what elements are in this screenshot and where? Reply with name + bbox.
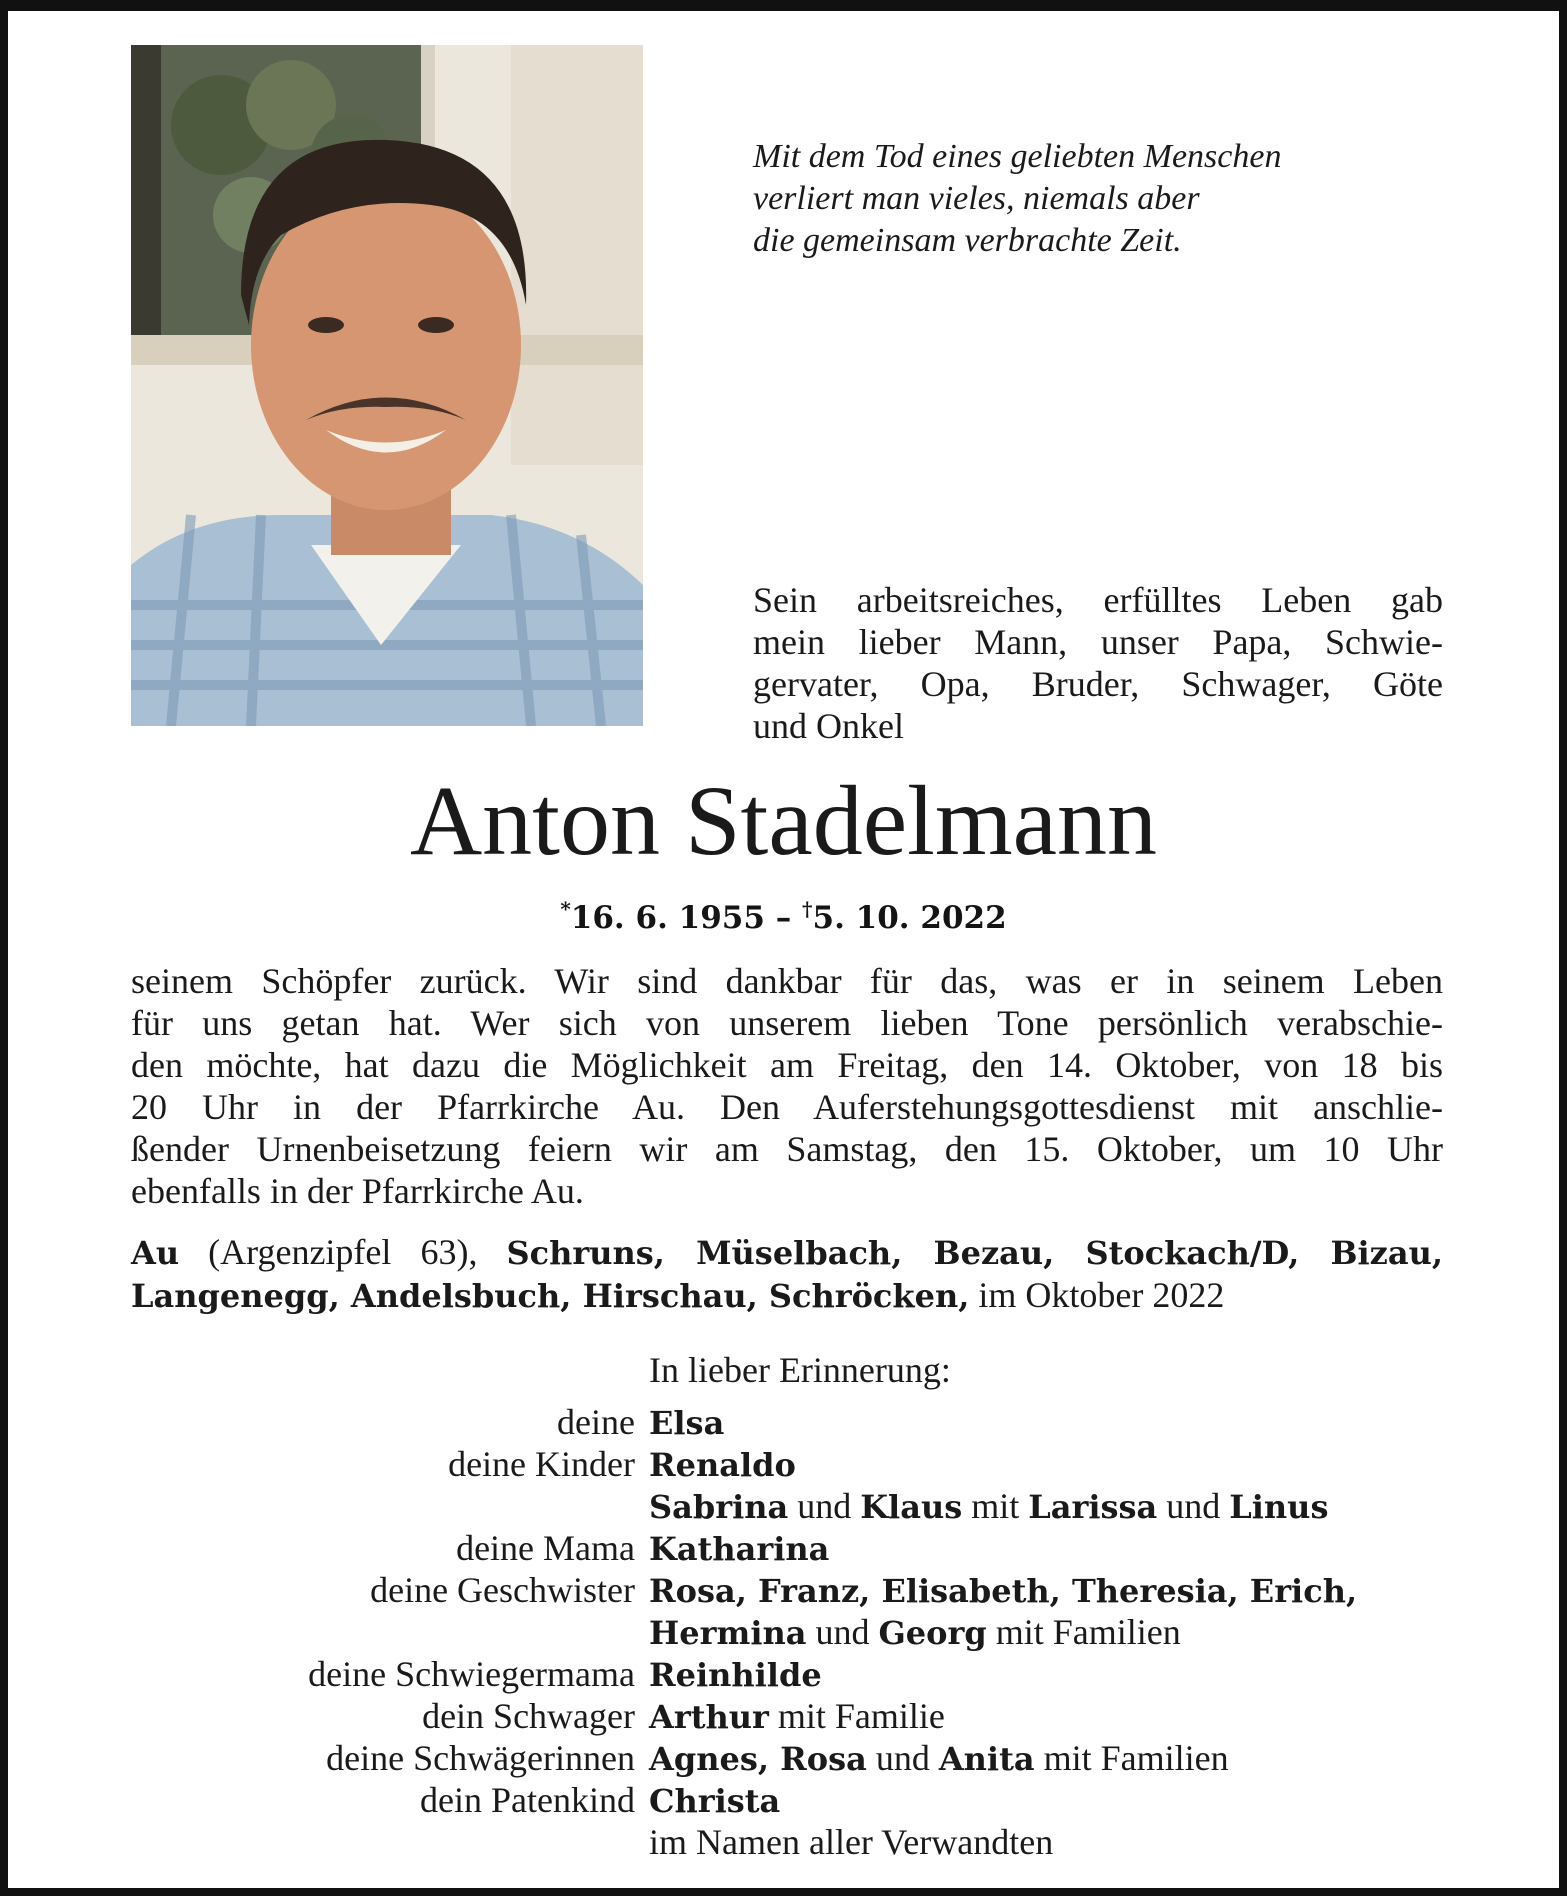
birth-date: 16. 6. 1955 bbox=[570, 900, 765, 936]
family-relation: dein Patenkind bbox=[420, 1780, 635, 1820]
family-member-name: Larissa bbox=[1028, 1488, 1158, 1526]
places-line-2 bbox=[131, 1274, 1443, 1317]
month-year: im Oktober 2022 bbox=[969, 1275, 1225, 1315]
family-row bbox=[8, 1737, 1559, 1779]
family-member-name: Sabrina bbox=[649, 1488, 789, 1526]
family-names bbox=[635, 1821, 1053, 1863]
date-separator: – bbox=[764, 900, 803, 936]
family-member-name: Elsa bbox=[649, 1404, 725, 1442]
motto-quote bbox=[753, 136, 1473, 262]
family-member-name: Renaldo bbox=[649, 1446, 796, 1484]
family-names bbox=[635, 1695, 945, 1737]
family-relation bbox=[8, 1611, 635, 1653]
family-member-name: Agnes, Rosa bbox=[649, 1740, 867, 1778]
family-member-name: Anita bbox=[938, 1740, 1035, 1778]
family-row bbox=[8, 1527, 1559, 1569]
body-line: den möchte, hat dazu die Möglichkeit am Freitag, den 14. Oktober, von 18 bis bbox=[131, 1045, 1443, 1085]
family-member-name: Arthur bbox=[649, 1698, 769, 1736]
family-row bbox=[8, 1485, 1559, 1527]
place-au: Au bbox=[131, 1234, 180, 1272]
family-names bbox=[635, 1527, 829, 1569]
motto-line: Mit dem Tod eines geliebten Menschen bbox=[753, 138, 1282, 175]
family-names bbox=[635, 1611, 1181, 1653]
family-list bbox=[8, 1401, 1559, 1863]
places-list-1: Schruns, Müselbach, Bezau, Stockach/D, Bizau, bbox=[506, 1234, 1443, 1272]
family-relation: deine Schwiegermama bbox=[308, 1654, 635, 1694]
places-list-2: Langenegg, Andelsbuch, Hirschau, Schröcken, bbox=[131, 1277, 970, 1315]
family-relation: deine bbox=[557, 1402, 635, 1442]
portrait-photo bbox=[131, 45, 643, 726]
family-names bbox=[635, 1653, 822, 1695]
family-row bbox=[8, 1569, 1559, 1611]
family-connector: mit bbox=[962, 1486, 1029, 1526]
portrait-illustration bbox=[131, 45, 643, 726]
intro-line: Sein arbeitsreiches, erfülltes Leben gab bbox=[753, 580, 1443, 620]
address: (Argenzipfel 63), bbox=[179, 1232, 507, 1272]
family-relation: deine Geschwister bbox=[370, 1570, 635, 1610]
family-member-name: Linus bbox=[1229, 1488, 1329, 1526]
family-member-name: Georg bbox=[878, 1614, 987, 1652]
intro-line: gervater, Opa, Bruder, Schwager, Göte bbox=[753, 664, 1443, 704]
memory-heading: In lieber Erinnerung: bbox=[649, 1350, 951, 1390]
family-member-name: Rosa, Franz, Elisabeth, Theresia, Erich, bbox=[649, 1572, 1358, 1610]
family-names bbox=[635, 1401, 724, 1443]
motto-line: die gemeinsam verbrachte Zeit. bbox=[753, 222, 1182, 259]
family-member-name: Katharina bbox=[649, 1530, 830, 1568]
body-line: seinem Schöpfer zurück. Wir sind dankbar für das, was er in seinem Leben bbox=[131, 961, 1443, 1001]
intro-line: mein lieber Mann, unser Papa, Schwie- bbox=[753, 622, 1443, 662]
places-and-date bbox=[131, 1231, 1443, 1317]
places-line-1 bbox=[131, 1231, 1443, 1274]
family-connector: im Namen aller Verwandten bbox=[649, 1822, 1054, 1862]
family-relation: deine Mama bbox=[456, 1528, 635, 1568]
family-row bbox=[8, 1779, 1559, 1821]
family-connector: und bbox=[866, 1738, 939, 1778]
family-names bbox=[635, 1779, 780, 1821]
body-line: 20 Uhr in der Pfarrkirche Au. Den Auferstehungsgottesdienst mit anschlie- bbox=[131, 1087, 1443, 1127]
family-member-name: Hermina bbox=[649, 1614, 807, 1652]
body-line: ebenfalls in der Pfarrkirche Au. bbox=[131, 1171, 584, 1211]
family-member-name: Christa bbox=[649, 1782, 781, 1820]
family-connector: mit Familien bbox=[1034, 1738, 1229, 1778]
family-connector: und bbox=[788, 1486, 861, 1526]
family-relation bbox=[8, 1485, 635, 1527]
family-connector: und bbox=[806, 1612, 879, 1652]
family-names bbox=[635, 1443, 796, 1485]
death-symbol: † bbox=[802, 897, 813, 921]
family-row bbox=[8, 1443, 1559, 1485]
intro-line: und Onkel bbox=[753, 706, 904, 746]
body-paragraph bbox=[131, 960, 1443, 1212]
body-line: ßender Urnenbeisetzung feiern wir am Samstag, den 15. Oktober, um 10 Uhr bbox=[131, 1129, 1443, 1169]
family-names bbox=[635, 1737, 1229, 1779]
family-row bbox=[8, 1611, 1559, 1653]
family-relation: deine Schwägerinnen bbox=[326, 1738, 635, 1778]
intro-text bbox=[753, 579, 1443, 747]
family-row bbox=[8, 1401, 1559, 1443]
death-date: 5. 10. 2022 bbox=[812, 900, 1007, 936]
deceased-name: Anton Stadelmann bbox=[409, 765, 1158, 876]
birth-symbol: * bbox=[560, 897, 571, 921]
family-row bbox=[8, 1653, 1559, 1695]
family-row bbox=[8, 1695, 1559, 1737]
family-relation bbox=[8, 1821, 635, 1863]
family-names bbox=[635, 1485, 1328, 1527]
family-connector: und bbox=[1157, 1486, 1230, 1526]
family-names bbox=[635, 1569, 1357, 1611]
family-connector: mit Familien bbox=[986, 1612, 1181, 1652]
family-member-name: Klaus bbox=[860, 1488, 963, 1526]
motto-line: verliert man vieles, niemals aber bbox=[753, 180, 1200, 217]
body-line: für uns getan hat. Wer sich von unserem lieben Tone persönlich verabschie- bbox=[131, 1003, 1443, 1043]
family-connector: mit Familie bbox=[768, 1696, 945, 1736]
family-relation: dein Schwager bbox=[422, 1696, 635, 1736]
life-dates bbox=[8, 889, 1559, 938]
family-row bbox=[8, 1821, 1559, 1863]
family-member-name: Reinhilde bbox=[649, 1656, 822, 1694]
family-relation: deine Kinder bbox=[448, 1444, 635, 1484]
